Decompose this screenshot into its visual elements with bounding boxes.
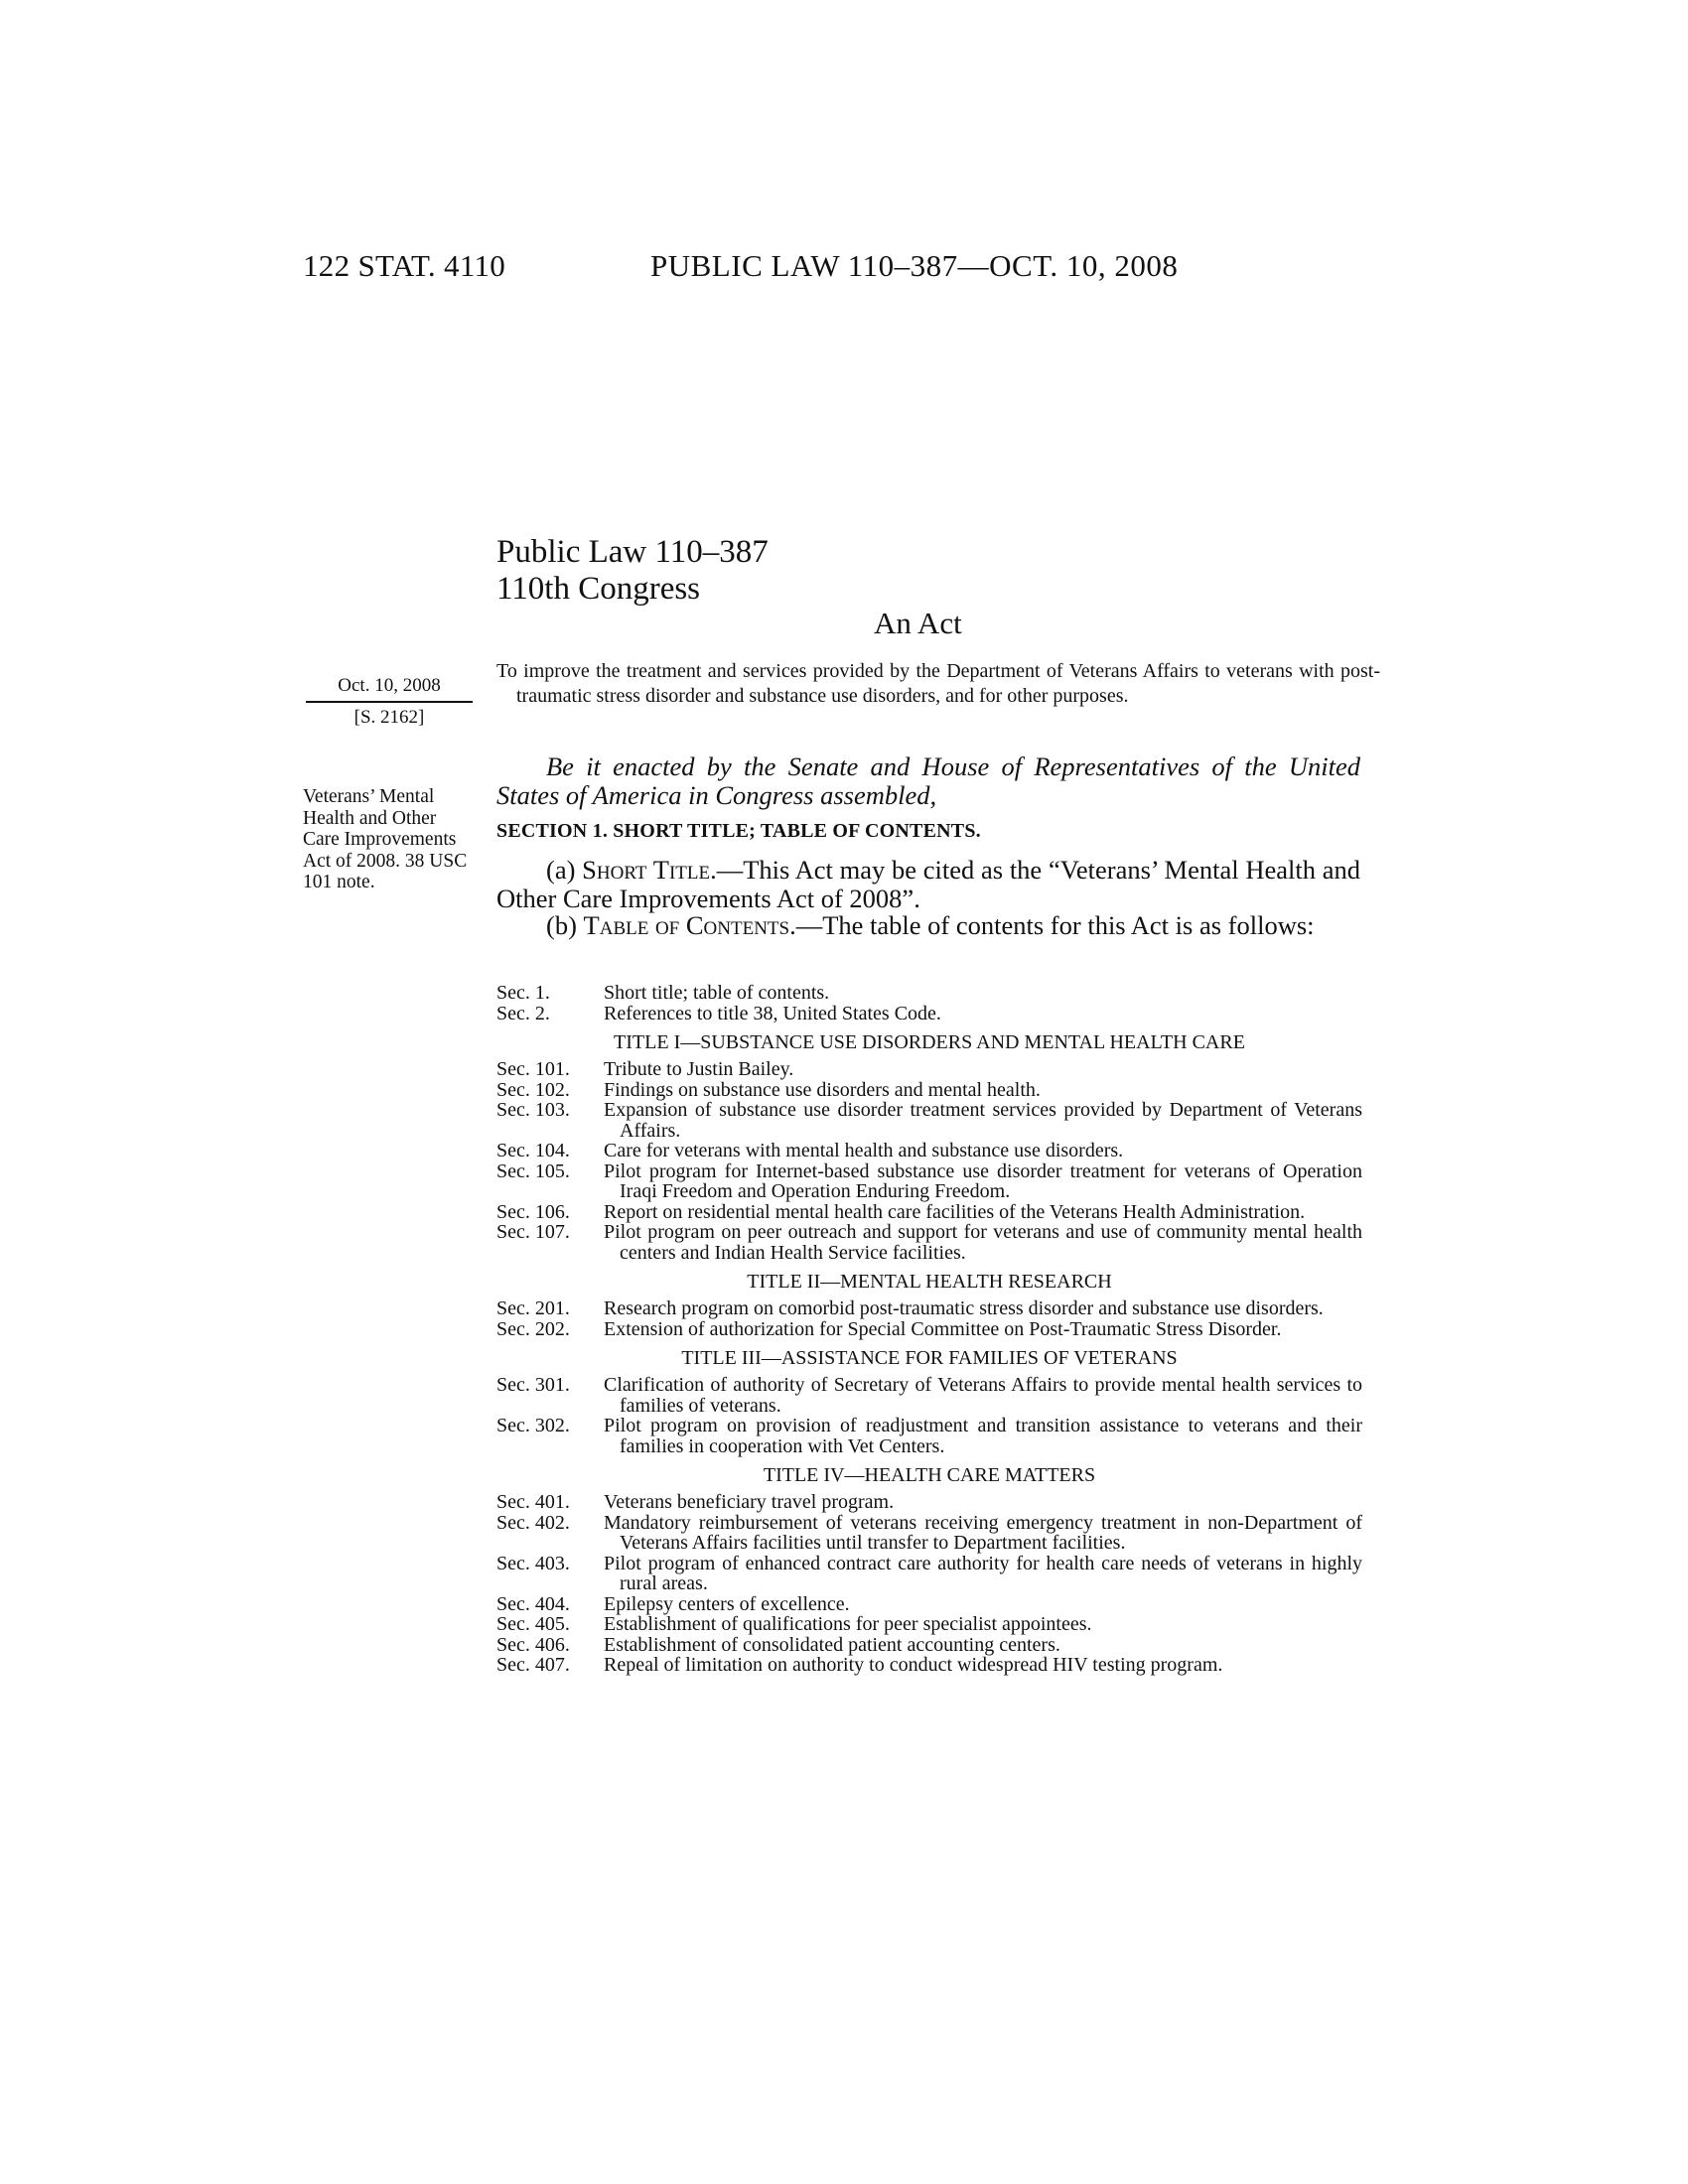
an-act-heading: An Act [874, 606, 962, 640]
toc-title-heading: TITLE I—SUBSTANCE USE DISORDERS AND MENTAL HEALTH CARE [614, 1031, 1245, 1053]
margin-note: Veterans’ Mental Health and Other Care Improvements Act of 2008. 38 USC 101 note. [303, 786, 468, 892]
public-law-number: Public Law 110–387 [496, 534, 769, 570]
toc-section-number: Sec. 402. [496, 1511, 570, 1534]
margin-bill-number: [S. 2162] [353, 707, 425, 728]
toc-entry [496, 1594, 1362, 1615]
congress-number: 110th Congress [496, 571, 701, 607]
toc-entry [496, 1202, 1362, 1223]
short-title-paragraph [496, 856, 1360, 913]
toc-section-title: Short title; table of contents. [604, 982, 830, 1004]
toc-section-title: Care for veterans with mental health and substance use disorders. [604, 1140, 1124, 1161]
toc-entry [496, 1298, 1362, 1319]
toc-section-number: Sec. 406. [496, 1633, 570, 1656]
toc-entry [496, 1141, 1362, 1161]
toc-section-number: Sec. 105. [496, 1160, 570, 1182]
toc-entry [496, 1492, 1362, 1513]
toc-entry [496, 1222, 1362, 1263]
toc-entry [496, 1554, 1362, 1594]
margin-date: Oct. 10, 2008 [306, 675, 473, 703]
toc-section-number: Sec. 403. [496, 1552, 570, 1574]
running-head: PUBLIC LAW 110–387—OCT. 10, 2008 [650, 248, 1179, 283]
toc-title-heading: TITLE II—MENTAL HEALTH RESEARCH [747, 1271, 1112, 1293]
toc-section-number: Sec. 102. [496, 1078, 570, 1101]
toc-section-number: Sec. 106. [496, 1200, 570, 1223]
toc-section-title: Mandatory reimbursement of veterans receiving emergency treatment in non-Department of Veterans Affairs facilities until transfer to Department facilities. [604, 1511, 1362, 1554]
toc-section-title: Pilot program of enhanced contract care authority for health care needs of veterans in highly rural areas. [604, 1552, 1362, 1594]
toc-section-title: Research program on comorbid post-traumatic stress disorder and substance use disorders. [604, 1297, 1324, 1319]
paragraph-label: (b) [546, 910, 584, 940]
toc-section-title: Tribute to Justin Bailey. [604, 1058, 794, 1080]
toc-entry [496, 1100, 1362, 1141]
toc-entry [496, 1614, 1362, 1635]
toc-section-number: Sec. 2. [496, 1002, 550, 1024]
toc-section-title: Repeal of limitation on authority to conduct widespread HIV testing program. [604, 1654, 1223, 1676]
toc-section-number: Sec. 405. [496, 1613, 570, 1635]
toc-section-number: Sec. 104. [496, 1140, 570, 1161]
toc-entry [496, 1004, 1362, 1024]
toc-section-title: Pilot program on provision of readjustment and transition assistance to veterans and their families in cooperation with Vet Centers. [604, 1415, 1362, 1457]
toc-title-heading: TITLE III—ASSISTANCE FOR FAMILIES OF VETERANS [681, 1347, 1178, 1369]
toc-entry [496, 1635, 1362, 1656]
toc-section-number: Sec. 302. [496, 1415, 570, 1436]
stat-citation: 122 STAT. 4110 [303, 248, 506, 283]
table-of-contents [496, 983, 1362, 1676]
toc-section-title: Clarification of authority of Secretary of Veterans Affairs to provide mental health services to families of veterans. [604, 1374, 1362, 1417]
enacting-clause: Be it enacted by the Senate and House of Representatives of the United States of America in Congress assembled, [496, 751, 1360, 810]
paragraph-caption: Short Title. [582, 855, 717, 885]
toc-section-number: Sec. 301. [496, 1374, 570, 1396]
toc-entry [496, 1161, 1362, 1202]
toc-section-title: Pilot program on peer outreach and support for veterans and use of community mental health centers and Indian Health Service facilities. [604, 1221, 1362, 1264]
paragraph-caption: Table of Contents. [583, 910, 796, 940]
section-heading: SECTION 1. SHORT TITLE; TABLE OF CONTENTS. [496, 820, 981, 842]
toc-section-title: Epilepsy centers of excellence. [604, 1592, 850, 1615]
toc-section-number: Sec. 202. [496, 1317, 570, 1340]
paragraph-label: (a) [546, 855, 583, 885]
toc-entry [496, 1513, 1362, 1554]
toc-section-number: Sec. 1. [496, 982, 550, 1004]
toc-section-number: Sec. 101. [496, 1058, 570, 1080]
toc-section-title: Pilot program for Internet-based substance use disorder treatment for veterans of Operation Iraqi Freedom and Operation Enduring Freedom. [604, 1160, 1362, 1202]
toc-section-number: Sec. 407. [496, 1654, 570, 1676]
toc-section-title: Report on residential mental health care facilities of the Veterans Health Administration. [604, 1200, 1306, 1223]
toc-section-title: Findings on substance use disorders and mental health. [604, 1078, 1041, 1101]
toc-section-number: Sec. 401. [496, 1491, 570, 1513]
toc-entry [496, 1375, 1362, 1416]
toc-section-number: Sec. 107. [496, 1221, 570, 1243]
toc-entry [496, 1416, 1362, 1456]
paragraph-text: —The table of contents for this Act is as follows: [795, 910, 1315, 940]
toc-section-number: Sec. 404. [496, 1592, 570, 1615]
toc-section-number: Sec. 103. [496, 1099, 570, 1121]
toc-entry [496, 1319, 1362, 1340]
toc-entry [496, 1080, 1362, 1101]
toc-section-title: Establishment of consolidated patient accounting centers. [604, 1633, 1060, 1656]
toc-paragraph [496, 911, 1360, 940]
purpose-clause: To improve the treatment and services provided by the Department of Veterans Affairs to veterans with post-traumatic stress disorder and substance use disorders, and for other purposes. [496, 660, 1380, 707]
paragraph-text: —This Act may be cited as the “Veterans’ Mental Health and Other Care Improvements Act of 2008”. [496, 855, 1360, 913]
toc-section-title: Expansion of substance use disorder treatment services provided by Department of Veterans Affairs. [604, 1099, 1362, 1142]
title-block [496, 534, 769, 608]
toc-section-title: Veterans beneficiary travel program. [604, 1491, 895, 1513]
toc-section-number: Sec. 201. [496, 1297, 570, 1319]
toc-entry [496, 983, 1362, 1004]
toc-entry [496, 1059, 1362, 1080]
toc-section-title: Establishment of qualifications for peer specialist appointees. [604, 1613, 1092, 1635]
toc-title-heading: TITLE IV—HEALTH CARE MATTERS [763, 1464, 1096, 1486]
toc-entry [496, 1655, 1362, 1676]
toc-section-title: References to title 38, United States Code. [604, 1002, 941, 1024]
toc-section-title: Extension of authorization for Special Committee on Post-Traumatic Stress Disorder. [604, 1317, 1282, 1340]
